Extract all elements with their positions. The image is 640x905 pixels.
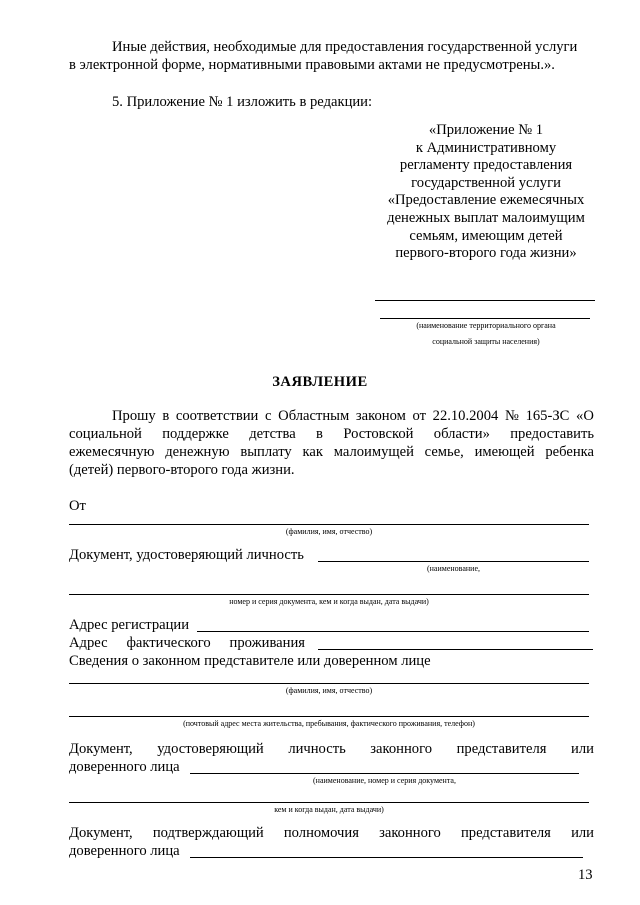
rep-id-caption-1: (наименование, номер и серия документа,	[313, 776, 456, 785]
actual-address-field[interactable]	[318, 649, 593, 650]
rep-id-line-1	[69, 740, 594, 758]
appendix-line: «Приложение № 1	[428, 122, 544, 138]
id-doc-details-field[interactable]	[69, 594, 589, 595]
appendix-line: семьям, имеющим детей	[409, 227, 563, 244]
rep-fio-caption: (фамилия, имя, отчество)	[285, 686, 373, 695]
appendix-line: к Административному	[415, 139, 557, 156]
word: законного	[379, 825, 441, 841]
word: области»	[433, 426, 490, 442]
appendix-line: государственной услуги	[411, 174, 561, 191]
from-label: От	[69, 498, 86, 514]
authority-caption-2: социальной защиты населения)	[432, 337, 540, 346]
rep-address-field[interactable]	[69, 716, 589, 717]
word: Адрес	[69, 635, 108, 651]
word: ежемесячную	[69, 444, 155, 460]
word: удостоверяющий	[157, 741, 264, 757]
item-5: 5. Приложение № 1 изложить в редакции:	[112, 94, 373, 110]
reg-address-field[interactable]	[197, 631, 589, 632]
reg-address-label: Адрес регистрации	[69, 617, 190, 633]
word: в	[316, 426, 323, 442]
word: полномочия	[283, 825, 359, 841]
appendix-line: денежных выплат малоимущим	[387, 209, 585, 226]
word: проживания	[229, 635, 305, 651]
appendix-line: регламенту предоставления	[399, 157, 573, 174]
word: личность	[288, 741, 346, 757]
request-line-2	[69, 425, 594, 443]
request-line-3	[69, 443, 594, 461]
word: поддержке	[162, 426, 229, 442]
word: представителя	[456, 741, 547, 757]
rep-id-line-2: доверенного лица	[69, 759, 180, 775]
authority-caption-1: (наименование территориального органа	[416, 321, 556, 330]
word: малоимущей	[333, 444, 414, 460]
word: представителя	[461, 825, 551, 841]
authority-line-2	[380, 318, 590, 319]
rep-fio-field[interactable]	[69, 683, 589, 684]
authority-doc-field[interactable]	[190, 857, 583, 858]
actual-address-label	[69, 634, 305, 652]
appendix-line: первого-второго года жизни»	[395, 245, 577, 262]
word: законом	[355, 408, 406, 424]
id-doc-field[interactable]	[318, 561, 589, 562]
word: Ростовской	[343, 426, 414, 442]
word: выплату	[240, 444, 292, 460]
authority-doc-line-2: доверенного лица	[69, 843, 180, 859]
id-doc-caption-2: номер и серия документа, кем и когда выдан, дата выдачи)	[229, 597, 429, 606]
fio-field[interactable]	[69, 524, 589, 525]
request-line-1	[112, 407, 594, 425]
word: с	[265, 408, 272, 424]
word: Областным	[278, 408, 350, 424]
word: Прошу	[112, 408, 156, 424]
word: семье,	[424, 444, 464, 460]
authority-doc-line-1	[69, 824, 594, 842]
word: соответствии	[175, 408, 259, 424]
word: фактического	[126, 635, 211, 651]
page-title: ЗАЯВЛЕНИЕ	[272, 374, 368, 390]
rep-id-field[interactable]	[190, 773, 579, 774]
appendix-header	[370, 122, 602, 263]
word: как	[302, 444, 323, 460]
word: подтверждающий	[152, 825, 264, 841]
word: социальной	[69, 426, 142, 442]
word: «О	[576, 408, 594, 424]
word: 22.10.2004	[432, 408, 499, 424]
intro-line-1: Иные действия, необходимые для предоставления государственной услуги	[112, 39, 578, 55]
word: или	[571, 741, 594, 757]
word: предоставить	[510, 426, 594, 442]
rep-info-label: Сведения о законном представителе или доверенном лице	[69, 653, 431, 669]
word: 165-ЗС	[525, 408, 570, 424]
page-number: 13	[578, 867, 593, 883]
word: детства	[249, 426, 296, 442]
id-doc-label: Документ, удостоверяющий личность	[69, 547, 304, 563]
word: ребенка	[545, 444, 594, 460]
word: денежную	[165, 444, 230, 460]
word: или	[571, 825, 594, 841]
rep-id-details-field[interactable]	[69, 802, 589, 803]
request-line-4: (детей) первого-второго года жизни.	[69, 462, 295, 478]
word: имеющей	[474, 444, 535, 460]
id-doc-caption-1: (наименование,	[426, 564, 480, 573]
rep-address-caption: (почтовый адрес места жительства, пребывания, фактического проживания, телефон)	[183, 719, 475, 728]
word: в	[162, 408, 170, 424]
appendix-line: «Предоставление ежемесячных	[387, 192, 585, 209]
intro-line-2: в электронной форме, нормативными правовыми актами не предусмотрены.».	[69, 57, 555, 73]
authority-line-1	[375, 300, 595, 301]
rep-id-caption-2: кем и когда выдан, дата выдачи)	[274, 805, 384, 814]
word: Документ,	[69, 825, 133, 841]
fio-caption: (фамилия, имя, отчество)	[285, 527, 373, 536]
word: Документ,	[69, 741, 133, 757]
word: от	[412, 408, 426, 424]
word: законного	[370, 741, 433, 757]
word: №	[504, 408, 519, 424]
